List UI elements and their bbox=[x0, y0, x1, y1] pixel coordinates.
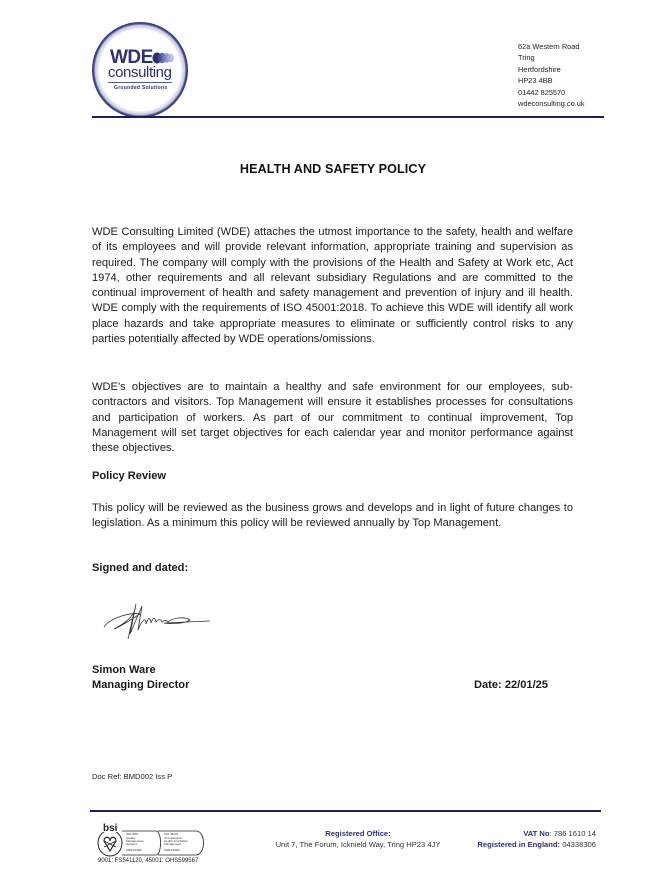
svg-text:Management: Management bbox=[164, 842, 182, 846]
footer-divider bbox=[90, 810, 601, 812]
svg-text:Health and Safety: Health and Safety bbox=[164, 839, 188, 843]
svg-text:CERTIFIED: CERTIFIED bbox=[126, 848, 142, 852]
policy-review-heading: Policy Review bbox=[92, 470, 166, 482]
svg-text:ISO 9001: ISO 9001 bbox=[126, 832, 139, 836]
svg-text:bsi: bsi bbox=[103, 823, 118, 834]
policy-review-text: This policy will be reviewed as the business grows and develops and in light of future changes to legislation. As a minimum this policy will be reviewed annually by Top Management. bbox=[92, 502, 573, 530]
phone-number: 01442 825570 bbox=[518, 87, 566, 97]
address-line: Tring bbox=[518, 53, 535, 63]
website: wdeconsulting.co.uk bbox=[518, 99, 585, 109]
registered-england-label: Registered in England: bbox=[477, 840, 561, 849]
header-divider bbox=[92, 116, 604, 118]
company-number: 04338306 bbox=[560, 840, 596, 849]
svg-text:Occupational: Occupational bbox=[164, 836, 182, 840]
document-reference: Doc Ref: BMD002 Iss P bbox=[92, 772, 173, 781]
signer-role: Managing Director bbox=[92, 679, 190, 691]
vat-number: : 786 1610 14 bbox=[549, 829, 596, 838]
vat-label: VAT No bbox=[523, 829, 550, 838]
policy-paragraph-1: WDE Consulting Limited (WDE) attaches the utmost importance to the safety, health and welfare of its employees and will provide relevant information, appropriate training and supervision as required. The company will comply with the provisions of the Health and Safety at Work etc, Act 1974, other requirements and all relevant subsidiary Regulations and are committed to the continual improvement of health and safety management and prevention of injury and ill health. WDE comply with the requirements of ISO 45001:2018. To achieve this WDE will identify all work place hazards and take appropriate measures to eliminate or sufficiently control risks to any parties potentially affected by WDE operations/omissions. bbox=[92, 226, 573, 346]
logo-tagline: Grounded Solutions bbox=[114, 85, 168, 91]
logo-dots-icon bbox=[152, 52, 174, 64]
registered-office bbox=[258, 828, 458, 850]
address-line: Hertfordshire bbox=[518, 64, 561, 74]
bsi-certification-badge bbox=[96, 821, 208, 859]
certificate-numbers: 9001: FS541120, 45001: OHS599567 bbox=[98, 858, 199, 864]
svg-text:Management: Management bbox=[126, 839, 144, 843]
company-registration-info bbox=[477, 828, 596, 850]
signature-image bbox=[100, 594, 215, 644]
company-logo bbox=[92, 22, 188, 118]
signer-name: Simon Ware bbox=[92, 664, 156, 676]
company-address bbox=[518, 41, 585, 109]
logo-subname: consulting bbox=[108, 64, 172, 81]
svg-text:Systems: Systems bbox=[126, 842, 138, 846]
policy-paragraph-2: WDE’s objectives are to maintain a healthy and safe environment for our employees, sub-contractors and visitors. Top Management will ensure it establishes processes for consultations and participation of workers. As part of our commitment to continual improvement, Top Management will set target objectives for each calendar year and monitor performance against these objectives. bbox=[92, 381, 573, 455]
address-line: HP23 4BB bbox=[518, 76, 553, 86]
svg-text:CERTIFIED: CERTIFIED bbox=[164, 848, 180, 852]
registered-office-label: Registered Office: bbox=[325, 829, 391, 838]
page-title: HEALTH AND SAFETY POLICY bbox=[239, 162, 427, 176]
signed-date: Date: 22/01/25 bbox=[474, 679, 549, 691]
address-line: 62a Western Road bbox=[518, 42, 580, 51]
registered-office-address: Unit 7, The Forum, Icknield Way, Tring HP23 4JY bbox=[275, 840, 441, 849]
svg-text:Quality: Quality bbox=[126, 836, 136, 840]
svg-text:ISO 45001: ISO 45001 bbox=[164, 832, 179, 836]
logo-wordmark: WDE bbox=[110, 47, 153, 68]
signed-heading: Signed and dated: bbox=[92, 562, 189, 574]
